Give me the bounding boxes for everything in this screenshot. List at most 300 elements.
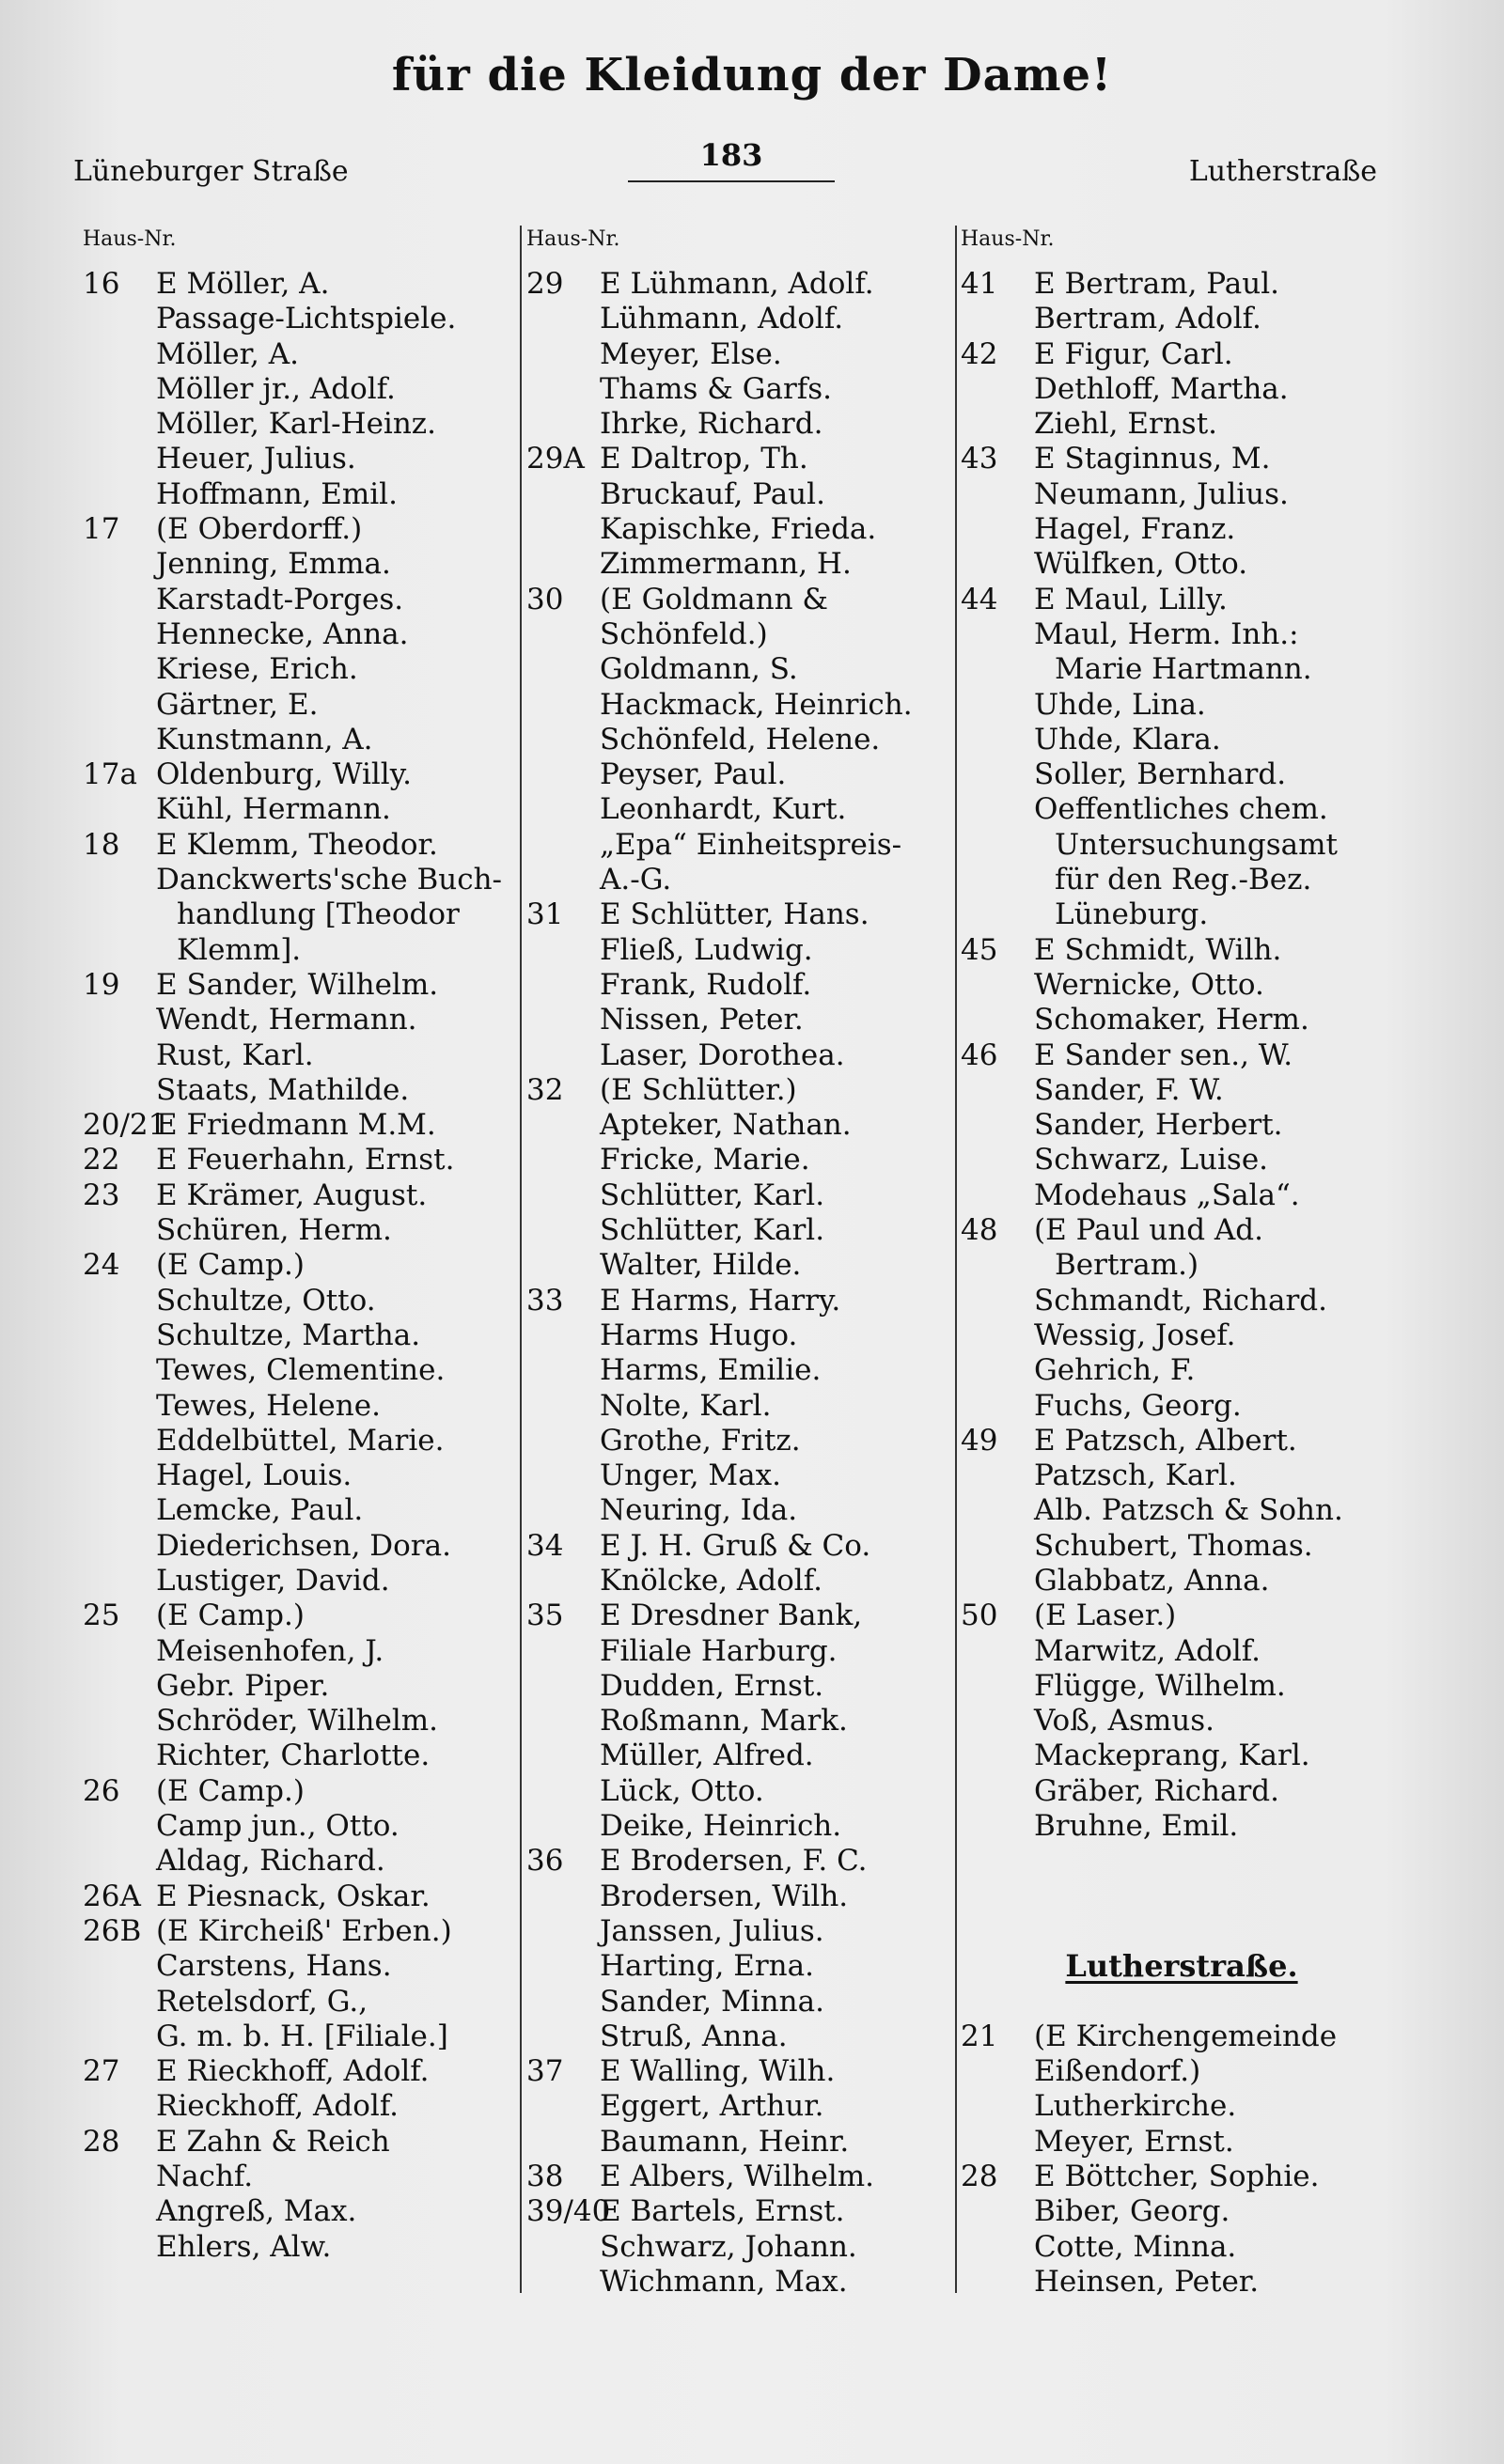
directory-entry (83, 1038, 515, 1073)
directory-entry (83, 863, 515, 897)
resident-name: E Staginnus, M. (1034, 442, 1271, 476)
resident-name: Struß, Anna. (600, 2019, 788, 2053)
resident-name: Hagel, Louis. (156, 1458, 352, 1493)
directory-column-3 (961, 226, 1402, 2300)
house-number: 33 (526, 1283, 564, 1318)
resident-name: Soller, Bernhard. (1034, 757, 1287, 792)
directory-entry (961, 1213, 1402, 1248)
resident-name: E Patzsch, Albert. (1034, 1423, 1297, 1458)
directory-entry (526, 863, 954, 897)
directory-entry (526, 723, 954, 757)
directory-entry (961, 1564, 1402, 1598)
directory-column-2 (526, 226, 954, 2300)
directory-entry (83, 2230, 515, 2265)
resident-name: Lühmann, Adolf. (600, 302, 844, 336)
directory-entry (961, 1143, 1402, 1177)
resident-name: Marwitz, Adolf. (1034, 1633, 1261, 1668)
resident-name: E Maul, Lilly. (1034, 582, 1228, 616)
directory-entry (526, 1704, 954, 1739)
directory-entry (83, 302, 515, 336)
resident-name: Laser, Dorothea. (600, 1037, 845, 1072)
house-number: 26A (83, 1879, 141, 1913)
resident-name: Lemcke, Paul. (156, 1493, 364, 1528)
resident-name: Sander, F. W. (1034, 1072, 1224, 1107)
directory-entry (526, 442, 954, 476)
resident-name: Thams & Garfs. (600, 371, 833, 406)
resident-name: (E Camp.) (156, 1773, 305, 1808)
directory-entry (961, 652, 1402, 687)
resident-name: E Dresdner Bank, (600, 1598, 863, 1633)
house-number: 29 (526, 267, 564, 301)
directory-entry (83, 933, 515, 968)
resident-name: E Krämer, August. (156, 1177, 428, 1212)
house-number: 28 (83, 2124, 120, 2159)
directory-entry (83, 1809, 515, 1844)
resident-name: Deike, Heinrich. (600, 1809, 842, 1844)
resident-name: Peyser, Paul. (600, 757, 787, 792)
resident-name: E Sander sen., W. (1034, 1037, 1293, 1072)
directory-entry (526, 1634, 954, 1669)
resident-name: Meyer, Ernst. (1034, 2124, 1234, 2159)
resident-name: Marie Hartmann. (1055, 652, 1312, 687)
directory-entry (83, 372, 515, 407)
resident-name: E Rieckhoff, Adolf. (156, 2054, 430, 2089)
resident-name: Janssen, Julius. (600, 1913, 824, 1948)
resident-name: Angreß, Max. (156, 2194, 357, 2229)
resident-name: Knölcke, Adolf. (600, 1563, 822, 1598)
directory-entry (526, 1178, 954, 1213)
house-number: 18 (83, 827, 120, 862)
resident-name: Dudden, Ernst. (600, 1668, 824, 1703)
resident-name: Karstadt-Porges. (156, 582, 404, 616)
directory-entry (526, 1318, 954, 1353)
resident-name: Eißendorf.) (1034, 2054, 1201, 2089)
resident-name: Oeffentliches chem. (1034, 792, 1328, 827)
directory-entry (83, 1248, 515, 1283)
resident-name: Patzsch, Karl. (1034, 1458, 1237, 1493)
directory-entry (961, 1458, 1402, 1493)
directory-entry (526, 583, 954, 617)
house-number: 16 (83, 267, 120, 301)
directory-entry (526, 1213, 954, 1248)
directory-entry (526, 2125, 954, 2160)
directory-entry (83, 1073, 515, 1108)
directory-entry (526, 2230, 954, 2265)
resident-name: Kapischke, Frieda. (600, 512, 877, 547)
resident-name: Möller, A. (156, 336, 299, 371)
resident-name: Roßmann, Mark. (600, 1704, 848, 1739)
house-number: 30 (526, 582, 564, 616)
directory-entry (961, 302, 1402, 336)
directory-entry (83, 2020, 515, 2054)
directory-entry (961, 512, 1402, 547)
resident-name: (E Paul und Ad. (1034, 1213, 1263, 1248)
resident-name: (E Camp.) (156, 1598, 305, 1633)
directory-entry (83, 968, 515, 1003)
directory-entry (526, 897, 954, 932)
resident-name: E Böttcher, Sophie. (1034, 2160, 1320, 2194)
directory-entry (83, 1704, 515, 1739)
directory-entry (526, 1284, 954, 1318)
house-number: 34 (526, 1528, 564, 1563)
directory-entry (961, 2194, 1402, 2229)
directory-entry (961, 477, 1402, 512)
resident-name: E Zahn & Reich (156, 2124, 390, 2159)
section-heading-text: Lutherstraße. (1065, 1948, 1298, 1985)
directory-entry (526, 547, 954, 582)
directory-entry (961, 2160, 1402, 2194)
directory-entry (83, 1879, 515, 1914)
resident-name: Staats, Mathilde. (156, 1072, 410, 1107)
house-number: 28 (961, 2160, 998, 2194)
house-number: 44 (961, 582, 998, 616)
resident-name: Tewes, Clementine. (156, 1353, 446, 1388)
directory-entry (83, 1844, 515, 1879)
resident-name: Schönfeld, Helene. (600, 722, 881, 756)
directory-entry (961, 1704, 1402, 1739)
directory-entry (961, 2089, 1402, 2124)
resident-name: Filiale Harburg. (600, 1633, 838, 1668)
resident-name: Passage-Lichtspiele. (156, 302, 457, 336)
directory-entry (961, 2125, 1402, 2160)
resident-name: (E Laser.) (1034, 1598, 1177, 1633)
resident-name: Cotte, Minna. (1034, 2229, 1237, 2264)
directory-entry (526, 1073, 954, 1108)
resident-name: E J. H. Gruß & Co. (600, 1528, 871, 1563)
directory-entry (526, 1739, 954, 1773)
resident-name: Schönfeld.) (600, 616, 768, 651)
directory-entry (83, 1739, 515, 1773)
directory-entry (526, 1458, 954, 1493)
resident-name: Meyer, Else. (600, 336, 782, 371)
column-divider (955, 226, 957, 2293)
directory-entry (83, 1774, 515, 1809)
directory-entry (526, 477, 954, 512)
resident-name: Nissen, Peter. (600, 1003, 804, 1037)
resident-name: (E Schlütter.) (600, 1072, 797, 1107)
house-number: 35 (526, 1598, 564, 1633)
resident-name: Untersuchungsamt (1055, 827, 1338, 862)
entry-list (83, 267, 515, 2265)
directory-entry (961, 267, 1402, 302)
resident-name: Müller, Alfred. (600, 1739, 814, 1773)
resident-name: E Bertram, Paul. (1034, 267, 1279, 301)
directory-entry (961, 688, 1402, 723)
directory-entry (83, 2160, 515, 2194)
house-number: 32 (526, 1072, 564, 1107)
directory-entry (83, 2194, 515, 2229)
resident-name: (E Kircheiß' Erben.) (156, 1913, 452, 1948)
resident-name: Walter, Hilde. (600, 1248, 802, 1283)
directory-entry (526, 512, 954, 547)
resident-name: Möller jr., Adolf. (156, 371, 396, 406)
directory-entry (961, 1914, 1402, 1949)
directory-entry (961, 1038, 1402, 1073)
resident-name: Rieckhoff, Adolf. (156, 2089, 400, 2124)
directory-entry (83, 337, 515, 372)
directory-entry (83, 1143, 515, 1177)
resident-name: Fließ, Ludwig. (600, 932, 813, 967)
directory-entry (526, 1879, 954, 1914)
directory-entry (961, 407, 1402, 442)
directory-entry (961, 828, 1402, 863)
resident-name: Richter, Charlotte. (156, 1739, 431, 1773)
directory-entry (961, 1774, 1402, 1809)
resident-name: Nolte, Karl. (600, 1388, 772, 1423)
resident-name: Bertram, Adolf. (1034, 302, 1261, 336)
resident-name: E Brodersen, F. C. (600, 1844, 868, 1879)
directory-entry (83, 1424, 515, 1458)
resident-name: Apteker, Nathan. (600, 1108, 852, 1143)
resident-name: Sander, Minna. (600, 1984, 824, 2019)
directory-entry (961, 1353, 1402, 1388)
resident-name: Hagel, Franz. (1034, 512, 1236, 547)
resident-name: Aldag, Richard. (156, 1844, 385, 1879)
resident-name: Brodersen, Wilh. (600, 1879, 849, 1913)
house-number: 38 (526, 2160, 564, 2194)
directory-entry (526, 617, 954, 652)
directory-entry (961, 1178, 1402, 1213)
directory-entry (526, 407, 954, 442)
directory-entry (526, 1774, 954, 1809)
directory-entry (526, 1003, 954, 1037)
resident-name: Leonhardt, Kurt. (600, 792, 847, 827)
resident-name: Zimmermann, H. (600, 547, 852, 582)
resident-name: Lutherkirche. (1034, 2089, 1237, 2124)
directory-entry (961, 968, 1402, 1003)
resident-name: (E Oberdorff.) (156, 512, 363, 547)
resident-name: Grothe, Fritz. (600, 1423, 801, 1458)
directory-entry (526, 652, 954, 687)
directory-entry (526, 1949, 954, 1984)
resident-name: Uhde, Lina. (1034, 687, 1206, 722)
resident-name: Hennecke, Anna. (156, 616, 409, 651)
resident-name: Carstens, Hans. (156, 1949, 392, 1984)
resident-name: Gräber, Richard. (1034, 1773, 1279, 1808)
resident-name: Frank, Rudolf. (600, 967, 812, 1002)
resident-name: Retelsdorf, G., (156, 1984, 368, 2019)
directory-entry (961, 1284, 1402, 1318)
directory-entry (961, 442, 1402, 476)
resident-name: Schüren, Herm. (156, 1213, 392, 1248)
directory-entry (526, 792, 954, 827)
resident-name: E Lühmann, Adolf. (600, 267, 874, 301)
resident-name: Fricke, Marie. (600, 1143, 810, 1177)
resident-name: E Albers, Wilhelm. (600, 2160, 875, 2194)
resident-name: Lüneburg. (1055, 897, 1209, 932)
directory-entry (526, 1809, 954, 1844)
resident-name: Heinsen, Peter. (1034, 2264, 1260, 2299)
directory-entry (961, 2020, 1402, 2054)
resident-name: für den Reg.-Bez. (1055, 863, 1312, 897)
directory-entry (961, 1739, 1402, 1773)
directory-entry (526, 1985, 954, 2020)
resident-name: Lustiger, David. (156, 1563, 390, 1598)
resident-name: Harms, Emilie. (600, 1353, 822, 1388)
house-number-label: Haus-Nr. (961, 227, 1055, 251)
resident-name: E Sander, Wilhelm. (156, 967, 439, 1002)
house-number: 37 (526, 2054, 564, 2089)
resident-name: Heuer, Julius. (156, 442, 356, 476)
directory-entry (83, 442, 515, 476)
directory-entry (961, 2054, 1402, 2089)
resident-name: Sander, Herbert. (1034, 1108, 1283, 1143)
house-number: 20/21 (83, 1108, 167, 1143)
resident-name: E Piesnack, Oskar. (156, 1879, 431, 1913)
directory-entry (83, 477, 515, 512)
directory-entry (526, 1108, 954, 1143)
directory-entry (526, 1493, 954, 1528)
directory-entry (83, 723, 515, 757)
resident-name: E Klemm, Theodor. (156, 827, 438, 862)
directory-entry (961, 372, 1402, 407)
directory-entry (961, 1108, 1402, 1143)
resident-name: Glabbatz, Anna. (1034, 1563, 1270, 1598)
directory-entry (526, 1143, 954, 1177)
directory-entry (961, 792, 1402, 827)
directory-column-1 (83, 226, 515, 2265)
directory-entry (961, 2265, 1402, 2300)
directory-entry (526, 2265, 954, 2300)
resident-name: Wichmann, Max. (600, 2264, 848, 2299)
resident-name: E Figur, Carl. (1034, 336, 1233, 371)
directory-entry (83, 547, 515, 582)
directory-entry (526, 1844, 954, 1879)
house-number: 50 (961, 1598, 998, 1633)
resident-name: Möller, Karl-Heinz. (156, 407, 436, 442)
directory-entry (83, 1598, 515, 1633)
resident-name: Camp jun., Otto. (156, 1809, 400, 1844)
resident-name: Wernicke, Otto. (1034, 967, 1264, 1002)
resident-name: Bruckauf, Paul. (600, 476, 825, 511)
directory-entry (961, 1073, 1402, 1108)
resident-name: Hackmack, Heinrich. (600, 687, 913, 722)
directory-entry (526, 2089, 954, 2124)
resident-name: E Walling, Wilh. (600, 2054, 836, 2089)
directory-entry (83, 1949, 515, 1984)
house-number: 39/40 (526, 2194, 611, 2229)
house-number: 45 (961, 932, 998, 967)
resident-name: Lück, Otto. (600, 1773, 764, 1808)
house-number: 26B (83, 1913, 142, 1948)
directory-entry (83, 1353, 515, 1388)
resident-name: „Epa“ Einheitspreis- (600, 827, 902, 862)
directory-entry (83, 2054, 515, 2089)
house-number: 48 (961, 1213, 998, 1248)
house-number: 36 (526, 1844, 564, 1879)
resident-name: Gehrich, F. (1034, 1353, 1196, 1388)
directory-entry (961, 1424, 1402, 1458)
resident-name: Eddelbüttel, Marie. (156, 1423, 445, 1458)
resident-name: Harting, Erna. (600, 1949, 814, 1984)
house-number-label: Haus-Nr. (526, 227, 620, 251)
column-divider (520, 226, 522, 2293)
resident-name: Schubert, Thomas. (1034, 1528, 1313, 1563)
house-number: 19 (83, 967, 120, 1002)
house-number: 17a (83, 757, 137, 792)
directory-entry (83, 828, 515, 863)
resident-name: Bruhne, Emil. (1034, 1809, 1239, 1844)
resident-name: Wendt, Hermann. (156, 1003, 417, 1037)
directory-entry (526, 1038, 954, 1073)
house-number: 31 (526, 897, 564, 932)
entry-list (961, 267, 1402, 2300)
resident-name: Dethloff, Martha. (1034, 371, 1289, 406)
directory-entry (83, 1669, 515, 1704)
house-number: 25 (83, 1598, 120, 1633)
resident-name: Unger, Max. (600, 1458, 781, 1493)
directory-entry (961, 1493, 1402, 1528)
resident-name: handlung [Theodor (177, 897, 460, 932)
directory-entry (83, 1318, 515, 1353)
directory-entry (83, 2125, 515, 2160)
house-number: 42 (961, 336, 998, 371)
directory-entry (961, 583, 1402, 617)
header-street-right: Lutherstraße (1188, 155, 1377, 188)
house-number: 24 (83, 1248, 120, 1283)
house-number-label: Haus-Nr. (83, 227, 177, 251)
directory-entry (961, 1634, 1402, 1669)
house-number: 43 (961, 442, 998, 476)
resident-name: Uhde, Klara. (1034, 722, 1221, 756)
directory-entry (961, 897, 1402, 932)
directory-entry (83, 1003, 515, 1037)
resident-name: Hoffmann, Emil. (156, 476, 398, 511)
directory-entry (961, 723, 1402, 757)
directory-entry (961, 1879, 1402, 1914)
resident-name: Schlütter, Karl. (600, 1213, 825, 1248)
resident-name: Modehaus „Sala“. (1034, 1177, 1300, 1212)
resident-name: Rust, Karl. (156, 1037, 314, 1072)
resident-name: E Schlütter, Hans. (600, 897, 870, 932)
directory-entry (526, 302, 954, 336)
directory-entry (526, 968, 954, 1003)
directory-entry (961, 1389, 1402, 1424)
resident-name: Kriese, Erich. (156, 652, 358, 687)
house-number: 23 (83, 1177, 120, 1212)
resident-name: Kunstmann, A. (156, 722, 373, 756)
resident-name: Eggert, Arthur. (600, 2089, 824, 2124)
resident-name: (E Kirchengemeinde (1034, 2019, 1338, 2053)
directory-entry (526, 1914, 954, 1949)
resident-name: Schwarz, Luise. (1034, 1143, 1269, 1177)
directory-entry (961, 1248, 1402, 1283)
resident-name: Bertram.) (1055, 1248, 1199, 1283)
directory-entry (961, 757, 1402, 792)
directory-entry (526, 372, 954, 407)
directory-entry (83, 1985, 515, 2020)
resident-name: E Friedmann M.M. (156, 1108, 436, 1143)
resident-name: Gärtner, E. (156, 687, 319, 722)
resident-name: Maul, Herm. Inh.: (1034, 616, 1299, 651)
directory-entry (83, 1178, 515, 1213)
directory-entry (526, 688, 954, 723)
directory-entry (526, 2054, 954, 2089)
directory-entry (83, 2089, 515, 2124)
resident-name: Oldenburg, Willy. (156, 757, 412, 792)
resident-name: E Möller, A. (156, 267, 330, 301)
directory-entry (961, 1669, 1402, 1704)
house-number: 22 (83, 1143, 120, 1177)
resident-name: Baumann, Heinr. (600, 2124, 850, 2159)
directory-entry (83, 652, 515, 687)
page-number: 183 (699, 137, 763, 173)
house-number: 27 (83, 2054, 120, 2089)
directory-entry (526, 828, 954, 863)
directory-entry (83, 1458, 515, 1493)
header-street-left: Lüneburger Straße (73, 155, 349, 188)
directory-entry (83, 583, 515, 617)
